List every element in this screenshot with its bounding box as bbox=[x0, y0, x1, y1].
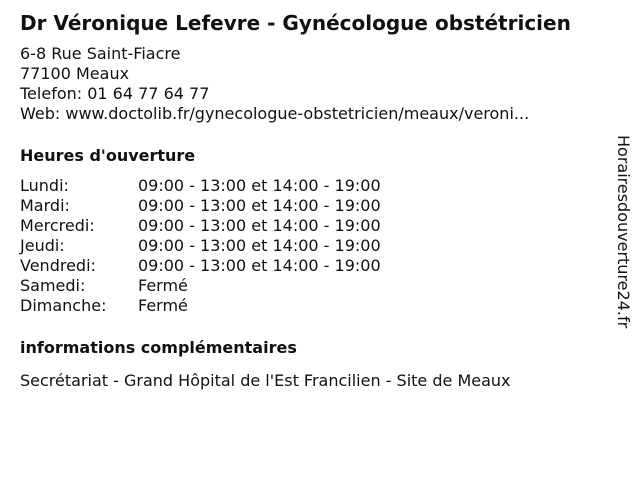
hours-value: 09:00 - 13:00 et 14:00 - 19:00 bbox=[138, 196, 381, 215]
day-label: Jeudi: bbox=[20, 236, 65, 255]
hours-row-thursday bbox=[20, 236, 600, 256]
site-brand-watermark: Horairesdouverture24.fr bbox=[614, 135, 633, 329]
opening-hours-heading: Heures d'ouverture bbox=[20, 146, 196, 165]
practice-card bbox=[20, 10, 600, 391]
day-label: Samedi: bbox=[20, 276, 86, 295]
hours-value: 09:00 - 13:00 et 14:00 - 19:00 bbox=[138, 236, 381, 255]
phone-line bbox=[20, 84, 600, 104]
hours-value: 09:00 - 13:00 et 14:00 - 19:00 bbox=[138, 256, 381, 275]
hours-row-friday bbox=[20, 256, 600, 276]
hours-value: Fermé bbox=[138, 276, 188, 295]
address-street: 6-8 Rue Saint-Fiacre bbox=[20, 44, 181, 63]
hours-row-wednesday bbox=[20, 216, 600, 236]
additional-info-text: Secrétariat - Grand Hôpital de l'Est Francilien - Site de Meaux bbox=[20, 371, 511, 390]
hours-row-sunday bbox=[20, 296, 600, 316]
phone-number[interactable]: 01 64 77 64 77 bbox=[87, 84, 210, 103]
hours-row-tuesday bbox=[20, 196, 600, 216]
hours-value: 09:00 - 13:00 et 14:00 - 19:00 bbox=[138, 176, 381, 195]
additional-info-heading: informations complémentaires bbox=[20, 338, 297, 357]
phone-label: Telefon: bbox=[20, 84, 83, 103]
hours-value: 09:00 - 13:00 et 14:00 - 19:00 bbox=[138, 216, 381, 235]
hours-row-monday bbox=[20, 176, 600, 196]
page-title: Dr Véronique Lefevre - Gynécologue obstétricien bbox=[20, 11, 571, 35]
day-label: Lundi: bbox=[20, 176, 69, 195]
web-label: Web: bbox=[20, 104, 61, 123]
hours-value: Fermé bbox=[138, 296, 188, 315]
day-label: Mardi: bbox=[20, 196, 70, 215]
website-link[interactable]: www.doctolib.fr/gynecologue-obstetricien/meaux/veroni... bbox=[65, 104, 530, 123]
day-label: Vendredi: bbox=[20, 256, 96, 275]
hours-row-saturday bbox=[20, 276, 600, 296]
day-label: Dimanche: bbox=[20, 296, 107, 315]
day-label: Mercredi: bbox=[20, 216, 95, 235]
address-city: 77100 Meaux bbox=[20, 64, 130, 83]
web-line bbox=[20, 104, 600, 124]
opening-hours-list bbox=[20, 176, 600, 316]
